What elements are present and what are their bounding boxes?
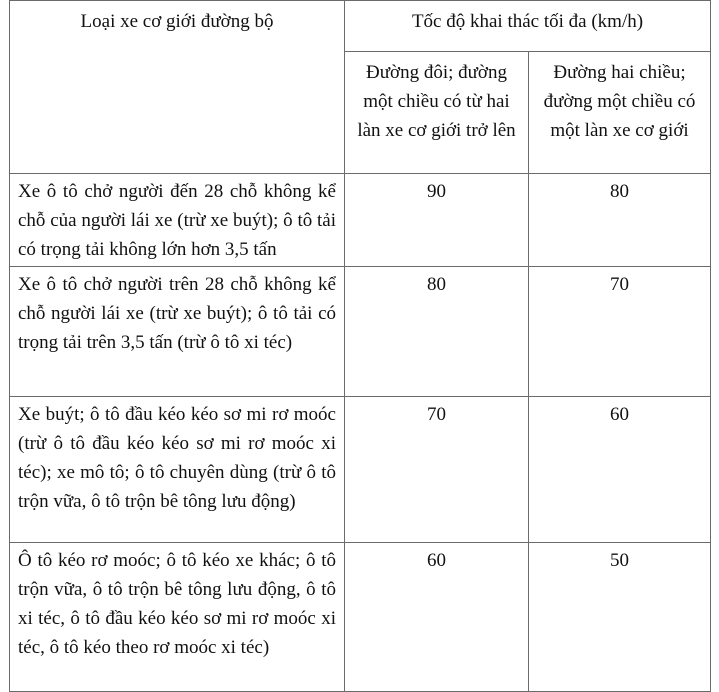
two-way-road-speed-cell: 60 [529, 397, 711, 543]
vehicle-type-cell: Xe ô tô chở người đến 28 chỗ không kể chỗ của người lái xe (trừ xe buýt); ô tô tải có trọng tải không lớn hơn 3,5 tấn [10, 174, 345, 267]
table-row [10, 543, 711, 692]
header-max-speed: Tốc độ khai thác tối đa (km/h) [345, 1, 711, 52]
header-divided-road: Đường đôi; đường một chiều có từ hai làn xe cơ giới trở lên [345, 52, 529, 174]
header-vehicle-type: Loại xe cơ giới đường bộ [10, 1, 345, 174]
vehicle-type-cell: Ô tô kéo rơ moóc; ô tô kéo xe khác; ô tô trộn vữa, ô tô trộn bê tông lưu động, ô tô xi téc, ô tô đầu kéo kéo sơ mi rơ moóc xi téc, ô tô kéo theo rơ moóc xi téc) [10, 543, 345, 692]
divided-road-speed-cell: 80 [345, 267, 529, 397]
vehicle-type-cell: Xe buýt; ô tô đầu kéo kéo sơ mi rơ moóc (trừ ô tô đầu kéo kéo sơ mi rơ moóc xi téc); xe mô tô; ô tô chuyên dùng (trừ ô tô trộn vữa, ô tô trộn bê tông lưu động) [10, 397, 345, 543]
table-row [10, 397, 711, 543]
two-way-road-speed-cell: 80 [529, 174, 711, 267]
vehicle-type-cell: Xe ô tô chở người trên 28 chỗ không kể chỗ người lái xe (trừ xe buýt); ô tô tải có trọng tải trên 3,5 tấn (trừ ô tô xi téc) [10, 267, 345, 397]
divided-road-speed-cell: 90 [345, 174, 529, 267]
two-way-road-speed-cell: 50 [529, 543, 711, 692]
divided-road-speed-cell: 60 [345, 543, 529, 692]
two-way-road-speed-cell: 70 [529, 267, 711, 397]
speed-limit-table [9, 0, 711, 692]
table-row [10, 267, 711, 397]
divided-road-speed-cell: 70 [345, 397, 529, 543]
header-row [10, 1, 711, 52]
table-row [10, 174, 711, 267]
header-two-way-road: Đường hai chiều; đường một chiều có một làn xe cơ giới [529, 52, 711, 174]
